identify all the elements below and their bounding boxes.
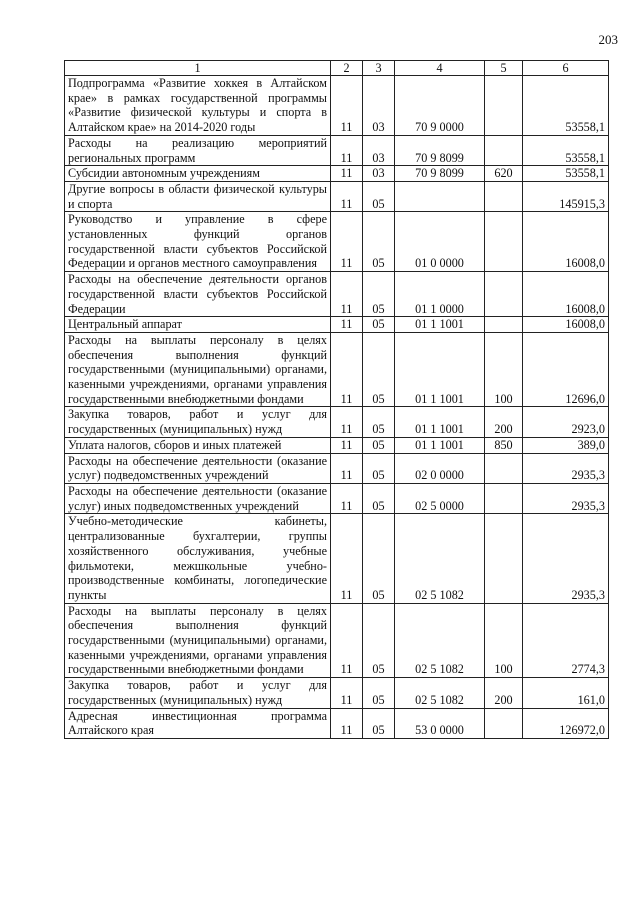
row-amount: 2935,3	[523, 453, 609, 483]
row-expense-type	[485, 317, 523, 333]
row-name: Расходы на обеспечение деятельности (оказание услуг) подведомственных учреждений	[65, 453, 331, 483]
table-row	[65, 407, 609, 437]
row-section: 11	[331, 181, 363, 211]
row-amount: 2935,3	[523, 514, 609, 603]
table-row	[65, 483, 609, 513]
row-target-item: 53 0 0000	[395, 708, 485, 738]
column-header: 4	[395, 61, 485, 76]
row-name: Учебно-методические кабинеты, централизованные бухгалтерии, группы хозяйственного обслуживания, учебные фильмотеки, межшкольные учебно-производственные комбинаты, логопедические пункты	[65, 514, 331, 603]
row-name: Расходы на выплаты персоналу в целях обеспечения выполнения функций государственными (муниципальными) органами, казенными учреждениями, органами управления государственными внебюджетными фондами	[65, 332, 331, 407]
table-row	[65, 181, 609, 211]
row-subsection: 05	[363, 437, 395, 453]
row-target-item	[395, 181, 485, 211]
row-name: Субсидии автономным учреждениям	[65, 166, 331, 182]
row-amount: 126972,0	[523, 708, 609, 738]
row-name: Закупка товаров, работ и услуг для государственных (муниципальных) нужд	[65, 407, 331, 437]
row-subsection: 05	[363, 678, 395, 708]
row-amount: 16008,0	[523, 272, 609, 317]
row-target-item: 02 5 0000	[395, 483, 485, 513]
row-name: Закупка товаров, работ и услуг для государственных (муниципальных) нужд	[65, 678, 331, 708]
row-expense-type: 200	[485, 678, 523, 708]
table-row	[65, 166, 609, 182]
row-expense-type: 200	[485, 407, 523, 437]
row-subsection: 03	[363, 76, 395, 136]
column-header: 5	[485, 61, 523, 76]
row-target-item: 01 1 1001	[395, 317, 485, 333]
row-amount: 16008,0	[523, 317, 609, 333]
row-section: 11	[331, 272, 363, 317]
row-target-item: 01 1 0000	[395, 272, 485, 317]
row-name: Руководство и управление в сфере установленных функций органов государственной власти субъектов Российской Федерации и органов местного самоуправления	[65, 212, 331, 272]
row-amount: 12696,0	[523, 332, 609, 407]
row-subsection: 05	[363, 708, 395, 738]
table-row	[65, 437, 609, 453]
row-section: 11	[331, 514, 363, 603]
row-name: Уплата налогов, сборов и иных платежей	[65, 437, 331, 453]
table-row	[65, 678, 609, 708]
row-name: Расходы на выплаты персоналу в целях обеспечения выполнения функций государственными (муниципальными) органами, казенными учреждениями, органами управления государственными внебюджетными фондами	[65, 603, 331, 678]
row-amount: 389,0	[523, 437, 609, 453]
row-section: 11	[331, 678, 363, 708]
row-subsection: 05	[363, 181, 395, 211]
row-section: 11	[331, 332, 363, 407]
table-row	[65, 332, 609, 407]
row-expense-type	[485, 135, 523, 165]
row-target-item: 70 9 0000	[395, 76, 485, 136]
row-section: 11	[331, 453, 363, 483]
row-amount: 2923,0	[523, 407, 609, 437]
table-row	[65, 135, 609, 165]
row-name: Расходы на реализацию мероприятий региональных программ	[65, 135, 331, 165]
row-subsection: 05	[363, 272, 395, 317]
row-section: 11	[331, 407, 363, 437]
row-amount: 161,0	[523, 678, 609, 708]
row-section: 11	[331, 166, 363, 182]
row-target-item: 70 9 8099	[395, 166, 485, 182]
row-subsection: 05	[363, 483, 395, 513]
row-target-item: 01 1 1001	[395, 332, 485, 407]
table-row	[65, 272, 609, 317]
row-expense-type	[485, 181, 523, 211]
row-section: 11	[331, 483, 363, 513]
column-header: 6	[523, 61, 609, 76]
row-subsection: 05	[363, 514, 395, 603]
row-subsection: 05	[363, 212, 395, 272]
row-name: Расходы на обеспечение деятельности органов государственной власти субъектов Российской Федерации	[65, 272, 331, 317]
row-subsection: 05	[363, 317, 395, 333]
row-amount: 53558,1	[523, 135, 609, 165]
row-expense-type	[485, 708, 523, 738]
column-header: 1	[65, 61, 331, 76]
row-expense-type	[485, 76, 523, 136]
row-target-item: 02 0 0000	[395, 453, 485, 483]
header-row	[65, 61, 609, 76]
row-subsection: 05	[363, 332, 395, 407]
row-subsection: 03	[363, 166, 395, 182]
row-section: 11	[331, 135, 363, 165]
row-subsection: 03	[363, 135, 395, 165]
table-row	[65, 514, 609, 603]
row-target-item: 01 1 1001	[395, 437, 485, 453]
row-subsection: 05	[363, 603, 395, 678]
row-amount: 145915,3	[523, 181, 609, 211]
row-section: 11	[331, 603, 363, 678]
row-amount: 53558,1	[523, 76, 609, 136]
row-section: 11	[331, 437, 363, 453]
row-name: Другие вопросы в области физической культуры и спорта	[65, 181, 331, 211]
row-expense-type	[485, 483, 523, 513]
row-target-item: 02 5 1082	[395, 514, 485, 603]
row-target-item: 01 1 1001	[395, 407, 485, 437]
row-expense-type: 100	[485, 332, 523, 407]
column-header: 3	[363, 61, 395, 76]
row-expense-type	[485, 514, 523, 603]
row-amount: 53558,1	[523, 166, 609, 182]
row-expense-type	[485, 212, 523, 272]
column-header: 2	[331, 61, 363, 76]
row-expense-type	[485, 453, 523, 483]
budget-table	[64, 60, 609, 739]
row-expense-type: 850	[485, 437, 523, 453]
row-name: Адресная инвестиционная программа Алтайского края	[65, 708, 331, 738]
row-expense-type: 620	[485, 166, 523, 182]
row-amount: 2935,3	[523, 483, 609, 513]
row-target-item: 70 9 8099	[395, 135, 485, 165]
table-row	[65, 603, 609, 678]
table-body	[65, 76, 609, 739]
table-row	[65, 317, 609, 333]
row-target-item: 02 5 1082	[395, 678, 485, 708]
row-section: 11	[331, 708, 363, 738]
row-section: 11	[331, 317, 363, 333]
row-target-item: 02 5 1082	[395, 603, 485, 678]
row-section: 11	[331, 212, 363, 272]
row-amount: 2774,3	[523, 603, 609, 678]
row-amount: 16008,0	[523, 212, 609, 272]
row-name: Центральный аппарат	[65, 317, 331, 333]
row-target-item: 01 0 0000	[395, 212, 485, 272]
row-subsection: 05	[363, 407, 395, 437]
row-expense-type: 100	[485, 603, 523, 678]
row-section: 11	[331, 76, 363, 136]
table-row	[65, 76, 609, 136]
row-subsection: 05	[363, 453, 395, 483]
page-number: 203	[598, 32, 618, 47]
table-row	[65, 453, 609, 483]
row-expense-type	[485, 272, 523, 317]
row-name: Расходы на обеспечение деятельности (оказание услуг) иных подведомственных учреждений	[65, 483, 331, 513]
row-name: Подпрограмма «Развитие хоккея в Алтайском крае» в рамках государственной программы «Развитие физической культуры и спорта в Алтайском крае» на 2014-2020 годы	[65, 76, 331, 136]
table-row	[65, 708, 609, 738]
table-row	[65, 212, 609, 272]
